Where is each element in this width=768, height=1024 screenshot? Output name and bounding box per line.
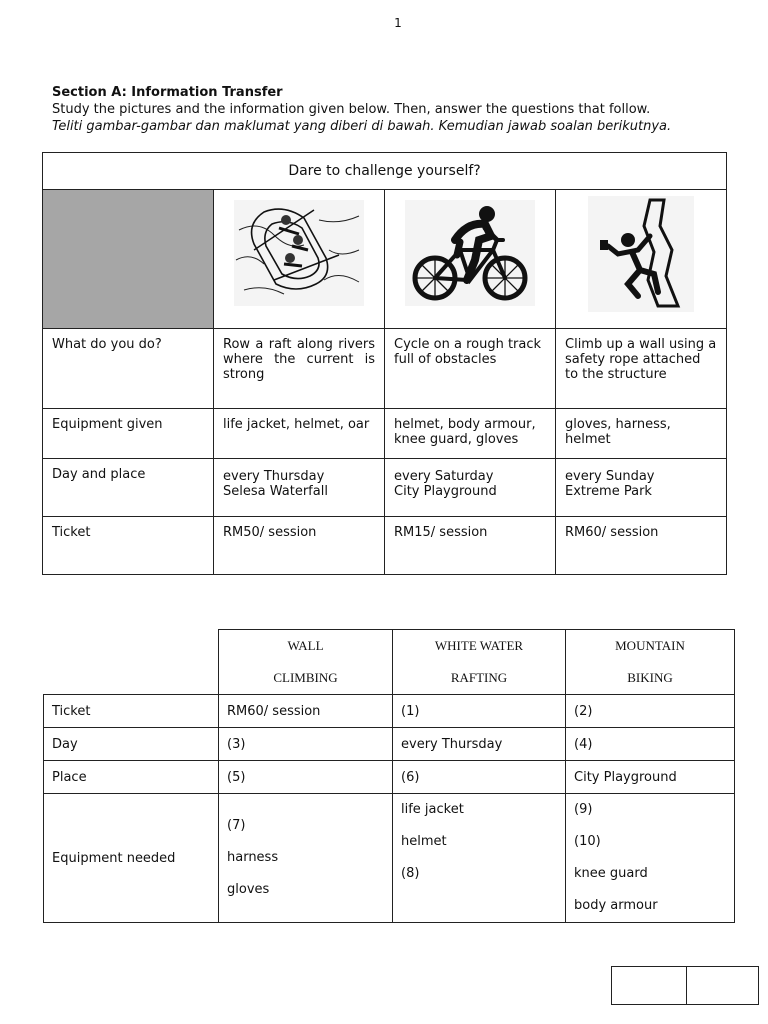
header-wall-climbing [219,630,393,695]
cell-climbing-day-place: every Sunday Extreme Park [556,459,727,517]
answer-cell: (5) [219,761,393,794]
answer-cell: (3) [219,728,393,761]
section-header [52,84,752,135]
row-label-what: What do you do? [43,329,214,409]
answer-cell: (1) [393,695,566,728]
header-line: WHITE WATER [434,638,524,653]
cycling-picture-cell [385,190,556,329]
cell-rafting-ticket: RM50/ session [214,517,385,575]
equipment-item: harness [227,850,279,865]
answer-label-day: Day [44,728,219,761]
cell-rafting-what: Row a raft along rivers where the current is strong [214,329,385,409]
header-line: BIKING [627,670,673,685]
answer-label-place: Place [44,761,219,794]
header-line: RAFTING [450,670,508,685]
answer-cell: (6) [393,761,566,794]
marks-box-divider [686,967,687,1004]
cell-climbing-equipment: gloves, harness, helmet [556,409,727,459]
row-label-ticket: Ticket [43,517,214,575]
marks-box [611,966,759,1005]
row-label-day-place: Day and place [43,459,214,517]
cycling-picture [405,200,535,306]
rafting-picture [234,200,364,306]
header-line: CLIMBING [273,670,338,685]
instruction-malay: Teliti gambar-gambar dan maklumat yang diberi di bawah. Kemudian jawab soalan berikutnya. [52,119,672,134]
cell-climbing-what: Climb up a wall using a safety rope attached to the structure [556,329,727,409]
answer-table [43,629,735,923]
page-number: 1 [394,16,402,30]
cell-climbing-ticket: RM60/ session [556,517,727,575]
rafting-picture-cell [214,190,385,329]
answer-label-ticket: Ticket [44,695,219,728]
grey-corner-cell [43,190,214,329]
header-line: WALL [287,638,324,653]
climbing-picture [588,196,694,312]
cell-cycling-equipment: helmet, body armour, knee guard, gloves [385,409,556,459]
row-label-equipment: Equipment given [43,409,214,459]
answer-cell: City Playground [566,761,735,794]
answer-cell: (4) [566,728,735,761]
equipment-item: gloves [227,882,270,897]
equipment-item: (7) [227,818,246,833]
equipment-item: (9) [574,802,593,817]
answer-cell: (2) [566,695,735,728]
cell-cycling-day-place: every Saturday City Playground [385,459,556,517]
equipment-item: knee guard [574,866,648,881]
answer-cell: every Thursday [393,728,566,761]
info-table [42,152,727,575]
equipment-wall-climbing [219,794,393,923]
equipment-item: (8) [401,866,420,881]
answer-cell: RM60/ session [219,695,393,728]
header-line: MOUNTAIN [615,638,685,653]
climbing-picture-cell [556,190,727,329]
equipment-item: life jacket [401,802,464,817]
instruction-english: Study the pictures and the information given below. Then, answer the questions that follow. [52,102,651,117]
cell-cycling-what: Cycle on a rough track full of obstacles [385,329,556,409]
cell-cycling-ticket: RM15/ session [385,517,556,575]
equipment-mountain-biking [566,794,735,923]
answer-label-equipment: Equipment needed [44,794,219,923]
section-heading: Section A: Information Transfer [52,85,283,100]
cell-rafting-equipment: life jacket, helmet, oar [214,409,385,459]
header-white-water-rafting [393,630,566,695]
equipment-item: helmet [401,834,447,849]
answer-table-corner [44,630,219,695]
info-table-title: Dare to challenge yourself? [43,153,727,190]
header-mountain-biking [566,630,735,695]
equipment-item: body armour [574,898,658,913]
equipment-white-water-rafting [393,794,566,923]
cell-rafting-day-place: every Thursday Selesa Waterfall [214,459,385,517]
equipment-item: (10) [574,834,601,849]
